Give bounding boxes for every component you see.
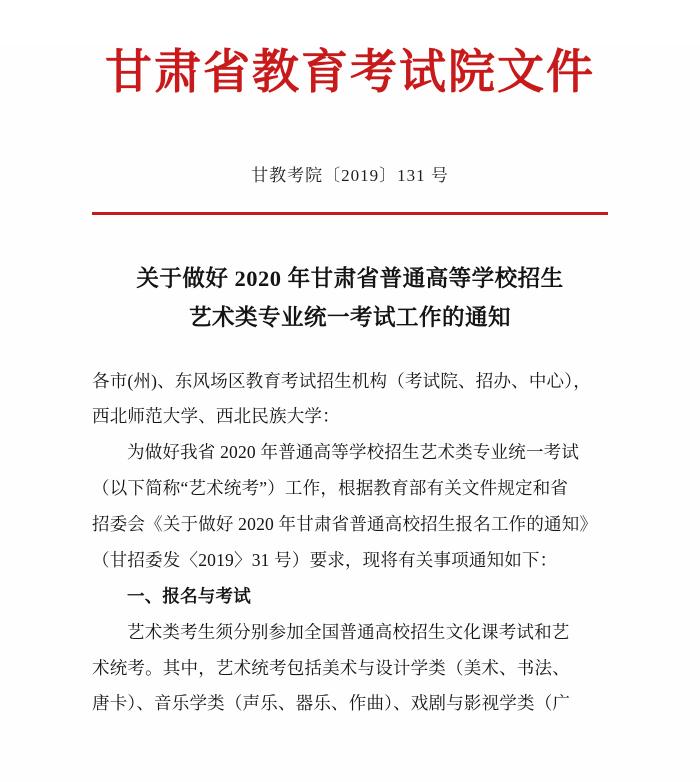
document-title-line-1: 关于做好 2020 年甘肃省普通高等学校招生 [136, 265, 564, 291]
section-paragraph-line-2: 术统考。其中，艺术统考包括美术与设计学类（美术、书法、 [92, 657, 570, 678]
section-heading-registration-and-exam: 一、报名与考试 [127, 585, 251, 606]
document-title-line-2: 艺术类专业统一考试工作的通知 [188, 305, 511, 331]
red-divider-rule [92, 212, 608, 215]
document-page [0, 44, 700, 782]
document-number: 甘教考院〔2019〕131 号 [251, 165, 449, 185]
body-paragraph-line-1: 为做好我省 2020 年普通高等学校招生艺术类专业统一考试 [127, 442, 580, 463]
body-paragraph-line-4: （甘招委发〈2019〉31 号）要求，现将有关事项通知如下： [92, 549, 558, 570]
masthead [92, 44, 608, 103]
masthead-title: 甘肃省教育考试院文件 [105, 45, 595, 100]
document-body [92, 364, 608, 723]
body-paragraph-line-2: （以下简称“艺术统考”）工作，根据教育部有关文件规定和省 [92, 478, 569, 499]
body-paragraph-line-3: 招委会《关于做好 2020 年甘肃省普通高校招生报名工作的通知》 [92, 514, 598, 534]
recipient-line-2: 西北师范大学、西北民族大学： [92, 406, 340, 427]
document-title [92, 259, 608, 338]
section-paragraph-line-3: 唐卡）、音乐学类（声乐、器乐、作曲）、戏剧与影视学类（广 [92, 693, 571, 714]
section-paragraph-line-1: 艺术类考生须分别参加全国普通高校招生文化课考试和艺 [127, 621, 570, 642]
recipient-line-1: 各市(州)、东风场区教育考试招生机构（考试院、招办、中心）， [92, 370, 591, 391]
